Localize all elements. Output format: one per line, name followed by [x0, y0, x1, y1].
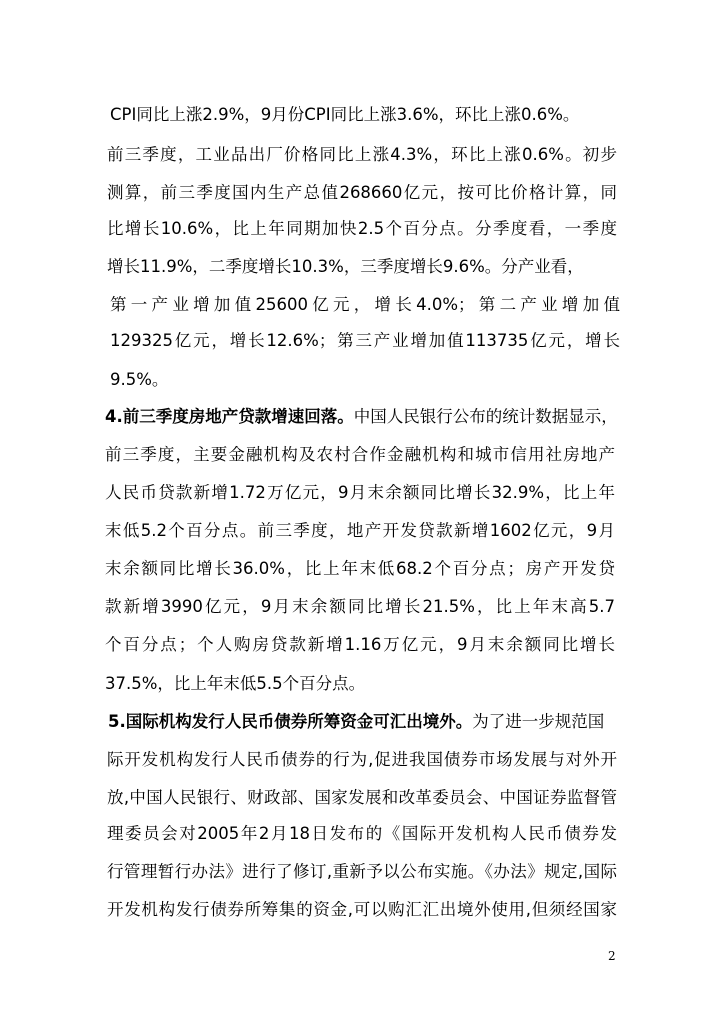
text-line: 比增长10.6%，比上年同期加快2.5个百分点。分季度看，一季度 — [107, 219, 617, 238]
section-4-heading: 4.前三季度房地产贷款增速回落。 — [105, 407, 354, 426]
text-line: 末低5.2个百分点。前三季度，地产开发贷款新增1602亿元，9月 — [105, 521, 615, 540]
text-line: 人民币贷款新增1.72万亿元，9月末余额同比增长32.9%，比上年 — [105, 483, 615, 502]
text-line: 测算，前三季度国内生产总值268660亿元，按可比价格计算，同 — [107, 183, 617, 202]
text-line: 前三季度，主要金融机构及农村合作金融机构和城市信用社房地产 — [105, 445, 615, 464]
text-line: 129325亿元，增长12.6%；第三产业增加值113735亿元，增长 — [110, 331, 620, 350]
page-number: 2 — [608, 949, 616, 963]
text-line: 开发机构发行债券所筹集的资金,可以购汇汇出境外使用,但须经国家 — [107, 900, 617, 919]
text-line: 行管理暂行办法》进行了修订,重新予以公布实施。《办法》规定,国际 — [107, 862, 617, 881]
text-line: 理委员会对2005年2月18日发布的《国际开发机构人民币债券发 — [107, 824, 617, 843]
text-line: CPI同比上涨2.9%，9月份CPI同比上涨3.6%，环比上涨0.6%。 — [110, 105, 580, 124]
section-5-intro: 为了进一步规范国 — [472, 712, 605, 731]
text-line: 9.5%。 — [110, 370, 169, 389]
section-5-heading: 5.国际机构发行人民币债券所筹资金可汇出境外。 — [108, 712, 473, 731]
text-line: 放,中国人民银行、财政部、国家发展和改革委员会、中国证券监督管 — [107, 788, 617, 807]
text-line: 末余额同比增长36.0%，比上年末低68.2个百分点；房产开发贷 — [105, 559, 615, 578]
section-4-first-line — [105, 405, 625, 429]
text-line: 款新增3990亿元，9月末余额同比增长21.5%，比上年末高5.7 — [105, 597, 615, 616]
text-line: 第一产业增加值25600亿元，增长4.0%；第二产业增加值 — [110, 295, 620, 314]
text-line: 37.5%，比上年末低5.5个百分点。 — [105, 674, 366, 693]
text-line: 个百分点；个人购房贷款新增1.16万亿元，9月末余额同比增长 — [105, 635, 615, 654]
text-line: 前三季度，工业品出厂价格同比上涨4.3%，环比上涨0.6%。初步 — [107, 145, 617, 164]
section-5-first-line — [108, 710, 628, 734]
section-4-intro: 中国人民银行公布的统计数据显示， — [353, 407, 618, 426]
text-line: 际开发机构发行人民币债券的行为,促进我国债券市场发展与对外开 — [107, 750, 617, 769]
text-line: 增长11.9%，二季度增长10.3%，三季度增长9.6%。分产业看， — [107, 257, 584, 276]
